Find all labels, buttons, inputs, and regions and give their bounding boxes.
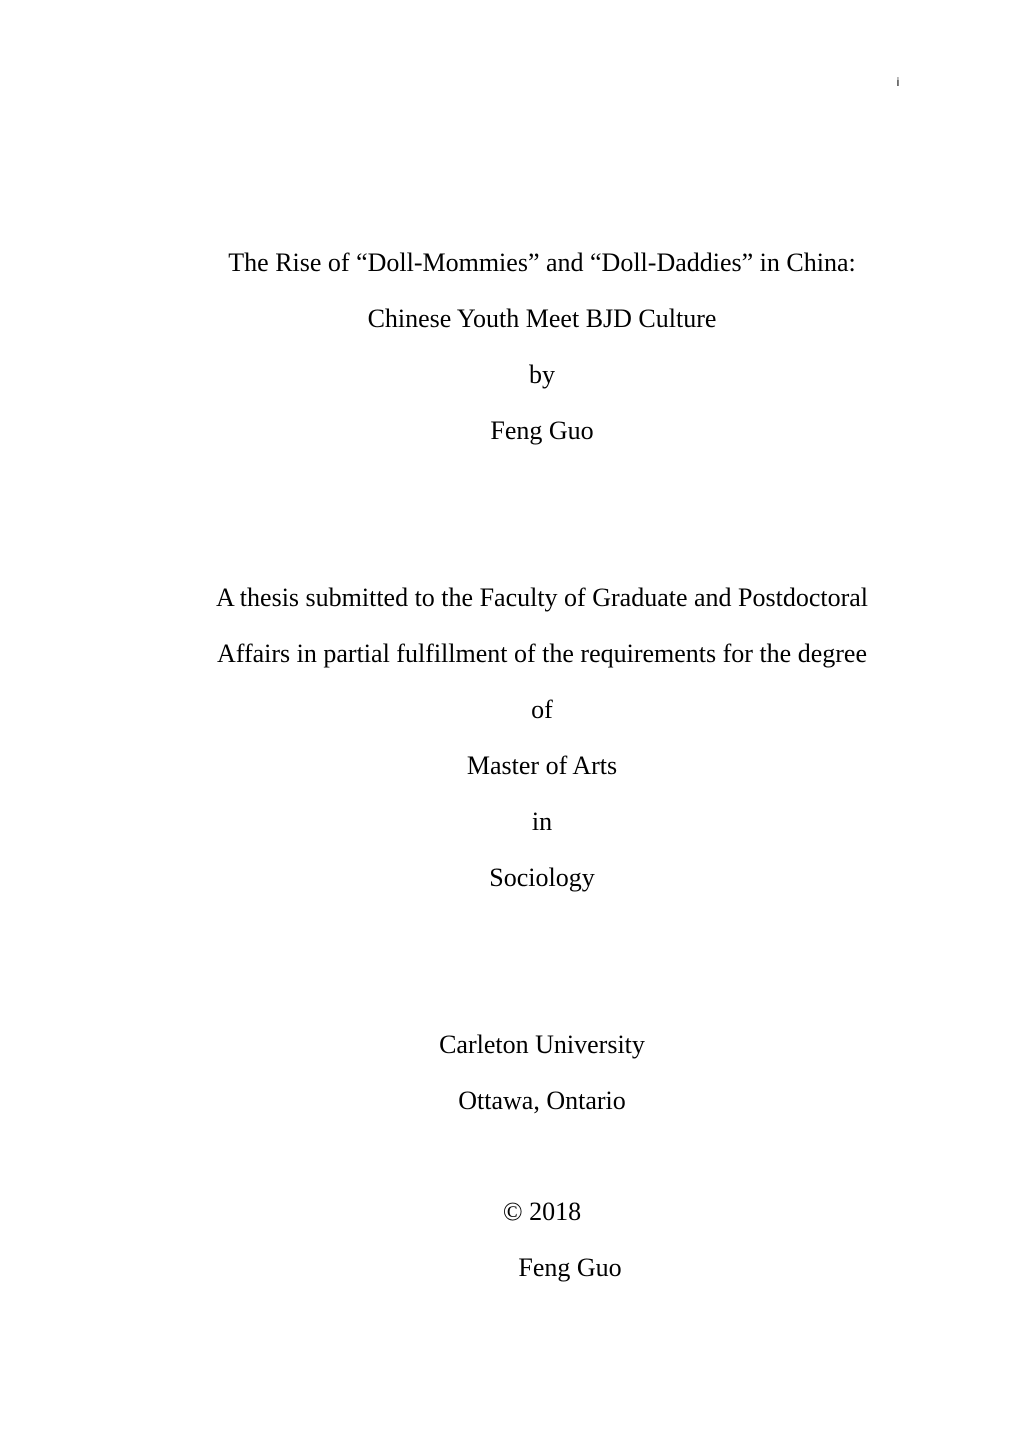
submission-statement-line-2: Affairs in partial fulfillment of the requirements for the degree	[217, 639, 867, 668]
copyright-notice: © 2018	[502, 1197, 582, 1226]
field-of-study: Sociology	[489, 863, 595, 892]
university-location: Ottawa, Ontario	[458, 1086, 626, 1115]
page-number: i	[896, 75, 900, 89]
by-label: by	[529, 360, 555, 389]
copyright-holder: Feng Guo	[518, 1253, 622, 1282]
author-name: Feng Guo	[490, 416, 594, 445]
thesis-title-line-2: Chinese Youth Meet BJD Culture	[367, 304, 717, 333]
degree-name: Master of Arts	[466, 751, 618, 780]
in-label: in	[531, 807, 553, 836]
thesis-title-line-1: The Rise of “Doll-Mommies” and “Doll-Daddies” in China:	[228, 248, 856, 277]
university-name: Carleton University	[439, 1030, 645, 1059]
of-label: of	[531, 695, 553, 724]
submission-statement-line-1: A thesis submitted to the Faculty of Graduate and Postdoctoral	[215, 583, 869, 612]
